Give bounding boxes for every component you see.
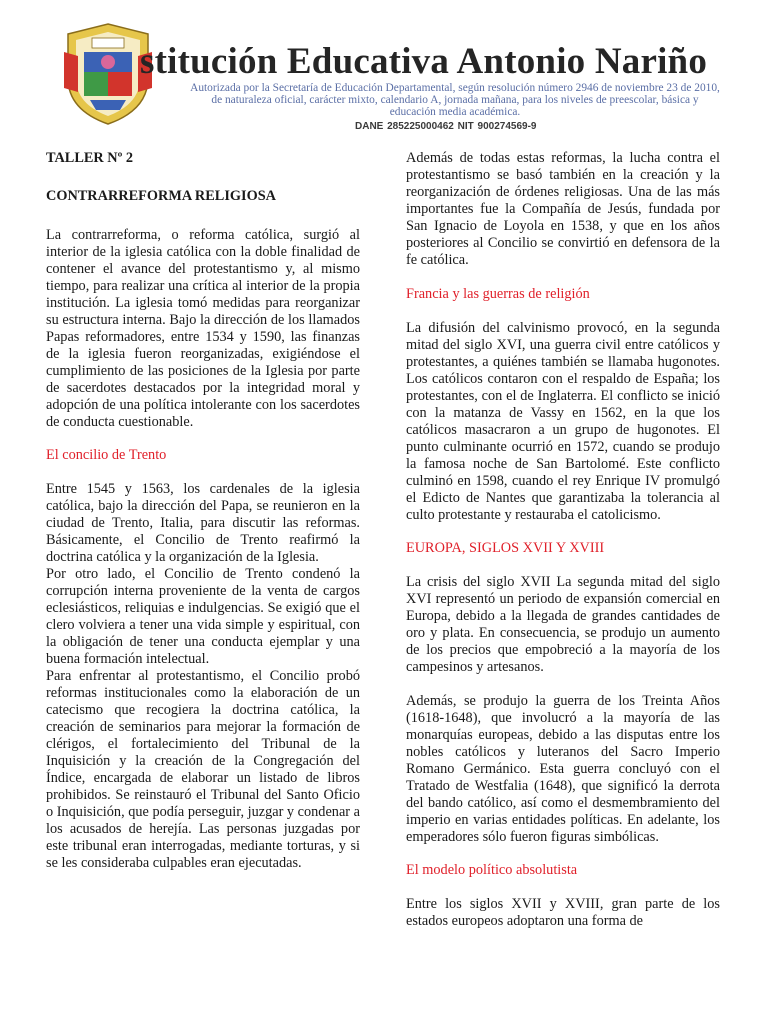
authorization-text: Autorizada por la Secretaría de Educación Departamental, según resolución número 2946 de noviembre 23 de 2010, de naturaleza oficial, carácter mixto, calendario A, jornada mañana, para los niveles de preescolar, básica y educación media académica. (190, 82, 720, 118)
trento-paragraph-3: Para enfrentar al protestantismo, el Concilio probó reformas institucionales como la elaboración de un catecismo que recogiera la doctrina católica, la creación de seminarios para mejorar la formación de clérigos, el fortalecimiento del Tribunal de la Inquisición y la creación de la Congregación del Índice, encargada de elaborar un listado de libros prohibidos. Se reinstauró el Tribunal del Santo Oficio o Inquisición, que podía perseguir, juzgar y condenar a los acusados de herejía. Las personas juzgadas por este tribunal eran interrogadas, mediante torturas, y si se les consideraba culpables eran ejecutadas. (46, 668, 360, 871)
france-heading: Francia y las guerras de religión (406, 286, 590, 302)
trento-heading: El concilio de Trento (46, 447, 167, 463)
trento-paragraph-2: Por otro lado, el Concilio de Trento condenó la corrupción interna proveniente de la venta de cargos eclesiásticos, reliquias e indulgencias. Se exigió que el clero volviera a tener una vida simple y espiritual, con la obligación de tener una conducta ejemplar y una buena formación intelectual. (46, 566, 360, 667)
institution-title: stitución Educativa Antonio Nariño (140, 41, 708, 82)
france-paragraph: La difusión del calvinismo provocó, en la segunda mitad del siglo XVI, una guerra civil entre católicos y protestantes, a quiénes también se llamaba hugonotes. Los católicos contaron con el respaldo de España; los protestantes, con el de Inglaterra. El conflicto se inició con la matanza de Vassy en 1562, en la que los católicos masacraron a un grupo de hugonotes. El punto culminante ocurrió en 1572, cuando se produjo la famosa noche de San Bartolomé. Este conflicto culminó en 1598, cuando el rey Enrique IV promulgó el Edicto de Nantes que garantizaba la tolerancia al culto protestante y restauraba el catolicismo. (406, 320, 720, 523)
trento-paragraph-1: Entre 1545 y 1563, los cardenales de la iglesia católica, bajo la dirección del Papa, se reunieron en la ciudad de Trento, Italia, para discutir las reformas. Básicamente, el Concilio de Trento reafirmó la doctrina católica y la organización de la Iglesia. (46, 481, 360, 565)
crisis-paragraph: La crisis del siglo XVII La segunda mitad del siglo XVI representó un periodo de expansión comercial en Europa, debido a la llegada de grandes cantidades de oro y plata. En consecuencia, se produjo un aumento de los precios que empobreció a la mayoría de los campesinos y artesanos. (406, 574, 720, 675)
thirty-years-war-paragraph: Además, se produjo la guerra de los Treinta Años (1618-1648), que involucró a la mayoría de las monarquías europeas, debido a las disputas entre los nobles católicos y luteranos del Sacro Imperio Romano Germánico. Esta guerra concluyó con el Tratado de Westfalia (1648), que significó la derrota del bando católico, así como el desmembramiento del imperio en varias entidades políticas. En adelante, los emperadores sólo fueron figuras simbólicas. (406, 693, 720, 845)
absolutism-paragraph: Entre los siglos XVII y XVIII, gran parte de los estados europeos adoptaron una forma de (406, 896, 720, 929)
right-column (406, 150, 720, 930)
europe-heading: EUROPA, SIGLOS XVII Y XVIII (406, 540, 605, 556)
left-column (46, 150, 360, 872)
topic-title: CONTRARREFORMA RELIGIOSA (46, 188, 276, 204)
absolutism-heading: El modelo político absolutista (406, 862, 578, 878)
workshop-title: TALLER Nº 2 (46, 150, 134, 166)
religious-orders-paragraph: Además de todas estas reformas, la lucha contra el protestantismo se basó también en la creación y la reorganización de órdenes religiosas. Una de las más importantes fue la Compañía de Jesús, fundada por San Ignacio de Loyola en 1538, y que en los años posteriores al Concilio se convirtió en defensora de la fe católica. (406, 150, 720, 268)
dane-nit-code: DANE 285225000462 NIT 900274569-9 (355, 121, 537, 132)
intro-paragraph: La contrarreforma, o reforma católica, surgió al interior de la iglesia católica con la doble finalidad de contener el avance del protestantismo y, al mismo tiempo, para realizar una crítica al interior de la propia institución. La iglesia tomó medidas para reorganizar su estructura interna. Bajo la dirección de los llamados Papas reformadores, entre 1534 y 1590, las finanzas de la iglesia fueron reorganizadas, exigiéndose el cumplimiento de las posiciones de la Iglesia por parte de sacerdotes destacados por la integridad moral y adopción de una política intolerante con los sacerdotes de conducta cuestionable. (46, 227, 360, 430)
